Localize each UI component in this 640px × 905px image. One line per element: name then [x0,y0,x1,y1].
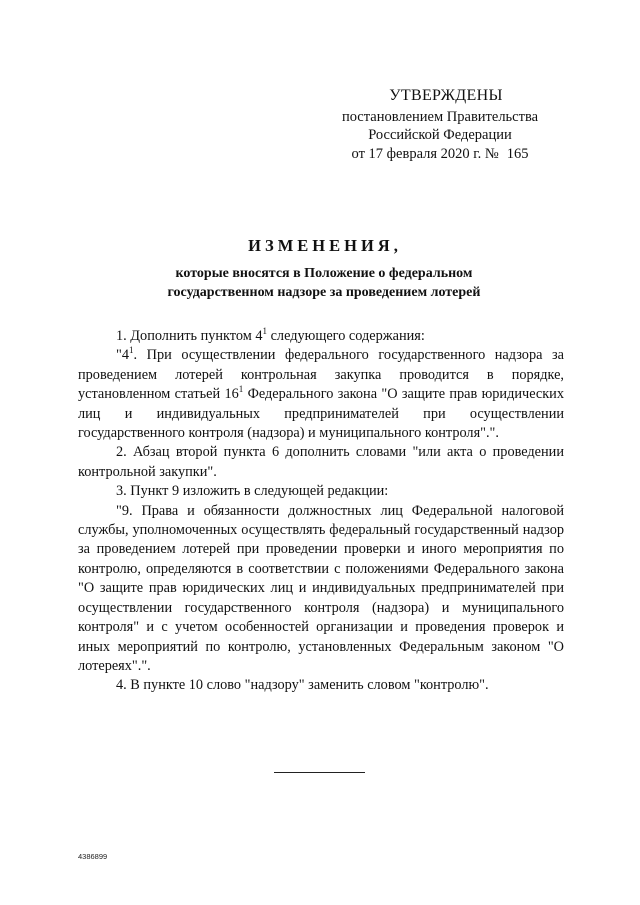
approval-date-line [330,145,550,164]
item-1-quote-text-end: Федерального закона "О защите прав юридических лиц и индивидуальных предпринимателей при осуществлении государственного контроля (надзора) и муниципального контроля".". [78,386,564,442]
approval-block [330,87,550,163]
document-subtitle-line-1: которые вносятся в Положение о федеральном [175,266,473,281]
item-3-intro: 3. Пункт 9 изложить в следующей редакции: [116,483,389,500]
item-1-quote [78,346,564,443]
approval-number: 165 [506,145,529,162]
approval-title: УТВЕРЖДЕНЫ [389,87,503,104]
approval-number-sign: № [484,145,499,162]
item-1-article-superscript: 1 [238,384,244,395]
item-1-intro-text: 1. Дополнить пунктом 4 [116,328,263,344]
item-1-intro-text-end: следующего содержания: [267,328,425,344]
item-2: 2. Абзац второй пункта 6 дополнить словами "или акта о проведении контрольной закупки". [78,444,564,480]
document-title: ИЗМЕНЕНИЯ, [248,236,402,255]
item-1-quote-start: "4 [116,347,129,364]
item-3-quote: "9. Права и обязанности должностных лиц Федеральной налоговой службы, уполномоченных осуществлять федеральный государственный надзор за проведением лотерей при проведении проверки и иного мероприятия по контролю, определяются в соответствии с положениями Федерального закона "О защите прав юридических лиц и индивидуальных предпринимателей при осуществлении государственного контроля (надзора) и муниципального контроля" и с учетом особенностей организации и проведения проверок и иных мероприятий по контролю, установленных Федеральным законом "О лотереях".". [78,502,564,674]
approval-line-1: постановлением Правительства [341,108,539,125]
item-1-intro-superscript: 1 [262,326,268,336]
approval-line-2: Российской Федерации [368,127,512,143]
document-heading [0,236,640,302]
item-1-quote-superscript: 1 [129,345,134,356]
item-1-quote-text: . При осуществлении федерального государственного надзора за проведением лотерей контрольная закупка проводится в порядке, установленном статьей 16 [78,347,564,403]
document-subtitle-line-2: государственном надзоре за проведением лотерей [167,285,481,300]
closing-divider [274,772,365,773]
approval-date: от 17 февраля 2020 г. [351,145,482,162]
item-4: 4. В пункте 10 слово "надзору" заменить словом "контролю". [116,677,489,694]
item-1-intro [78,327,564,346]
document-code: 4386899 [78,852,108,861]
document-body [78,327,564,696]
